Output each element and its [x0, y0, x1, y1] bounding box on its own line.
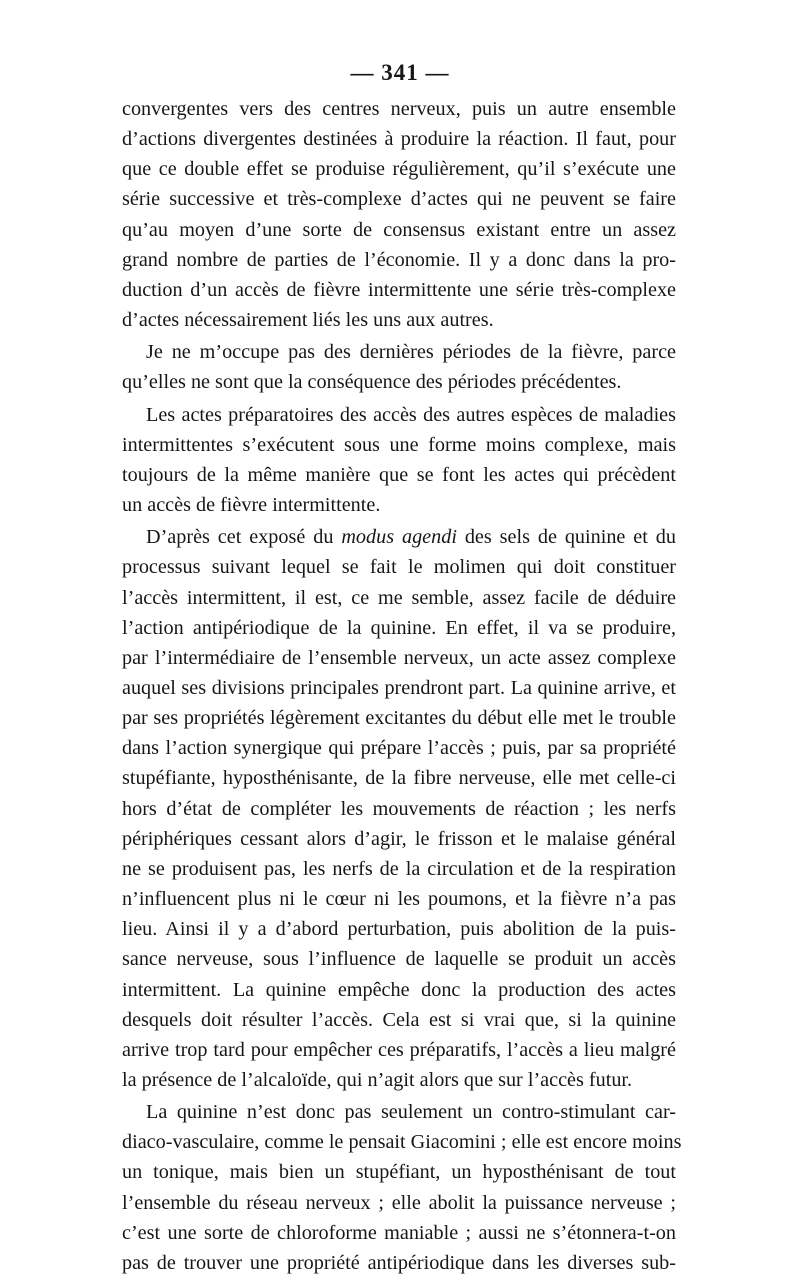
page-number-text: — 341 — — [350, 60, 450, 85]
text-line: intermittentes s’exécutent sous une forme moins complexe, mais — [122, 433, 676, 456]
text-line: série successive et très-complexe d’actes qui ne peuvent se faire — [122, 188, 676, 211]
paragraph-4 — [122, 522, 676, 1095]
text-line: périphériques cessant alors d’agir, le frisson et le malaise général — [122, 827, 676, 850]
text-line: qu’elles ne sont que la conséquence des périodes précédentes. — [122, 371, 622, 394]
text-segment: D’après cet exposé du — [146, 526, 342, 549]
text-line: la présence de l’alcaloïde, qui n’agit alors que sur l’accès futur. — [122, 1069, 633, 1091]
page-number — [0, 58, 800, 88]
text-line: dans l’action synergique qui prépare l’accès ; puis, par sa propriété — [122, 737, 676, 760]
text-line: arrive trop tard pour empêcher ces préparatifs, l’accès a lieu malgré — [122, 1038, 676, 1061]
text-segment: des sels de quinine et du — [456, 526, 676, 549]
text-line: un accès de fièvre intermittente. — [122, 494, 381, 517]
text-line: ne se produisent pas, les nerfs de la circulation et de la respiration — [122, 857, 676, 880]
text-line: d’actions divergentes destinées à produire la réaction. Il faut, pour — [122, 128, 676, 151]
text-line: par ses propriétés légèrement excitantes du début elle met le trouble — [122, 707, 676, 730]
text-line: Je ne m’occupe pas des dernières périodes de la fièvre, parce — [146, 341, 676, 364]
text-line: grand nombre de parties de l’économie. Il y a donc dans la pro- — [122, 248, 676, 271]
text-line: toujours de la même manière que se font les actes qui précèdent — [122, 463, 676, 486]
text-line: auquel ses divisions principales prendront part. La quinine arrive, et — [122, 676, 676, 699]
text-line: l’action antipériodique de la quinine. En effet, il va se produire, — [122, 616, 676, 639]
text-line — [122, 522, 676, 552]
text-line: pas de trouver une propriété antipériodique dans les diverses sub- — [122, 1251, 676, 1274]
paragraph-2 — [122, 337, 676, 397]
paragraph-3 — [122, 400, 676, 521]
text-line: duction d’un accès de fièvre intermittente une série très-complexe — [122, 278, 676, 301]
text-line: qu’au moyen d’une sorte de consensus existant entre un assez — [122, 218, 676, 241]
text-line: lieu. Ainsi il y a d’abord perturbation, puis abolition de la puis- — [122, 918, 676, 941]
text-line: un tonique, mais bien un stupéfiant, un hyposthénisant de tout — [122, 1161, 676, 1184]
text-line: diaco-vasculaire, comme le pensait Giacomini ; elle est encore moins — [122, 1131, 682, 1154]
text-line: convergentes vers des centres nerveux, puis un autre ensemble — [122, 98, 676, 120]
text-line: c’est une sorte de chloroforme maniable ; aussi ne s’étonnera-t-on — [122, 1221, 676, 1244]
body-text — [122, 94, 682, 1278]
text-line: que ce double effet se produise régulièrement, qu’il s’exécute une — [122, 158, 676, 181]
text-line: par l’intermédiaire de l’ensemble nerveux, un acte assez complexe — [122, 646, 676, 669]
text-line: n’influencent plus ni le cœur ni les poumons, et la fièvre n’a pas — [122, 888, 676, 911]
text-line: hors d’état de compléter les mouvements de réaction ; les nerfs — [122, 797, 676, 820]
text-line: Les actes préparatoires des accès des autres espèces de maladies — [146, 403, 676, 426]
text-line: processus suivant lequel se fait le molimen qui doit constituer — [122, 556, 676, 579]
italic-term: modus agendi — [341, 526, 457, 549]
paragraph-5 — [122, 1097, 682, 1278]
text-line: d’actes nécessairement liés les uns aux autres. — [122, 309, 494, 332]
text-line: desquels doit résulter l’accès. Cela est si vrai que, si la quinine — [122, 1008, 676, 1031]
text-line: l’accès intermittent, il est, ce me semble, assez facile de déduire — [122, 586, 676, 609]
text-line: La quinine n’est donc pas seulement un contro-stimulant car- — [146, 1101, 676, 1124]
paragraph-1 — [122, 94, 676, 335]
text-line: intermittent. La quinine empêche donc la production des actes — [122, 978, 676, 1001]
text-line: sance nerveuse, sous l’influence de laquelle se produit un accès — [122, 948, 676, 971]
text-line: stupéfiante, hyposthénisante, de la fibre nerveuse, elle met celle-ci — [122, 767, 676, 790]
text-line: l’ensemble du réseau nerveux ; elle abolit la puissance nerveuse ; — [122, 1191, 676, 1214]
